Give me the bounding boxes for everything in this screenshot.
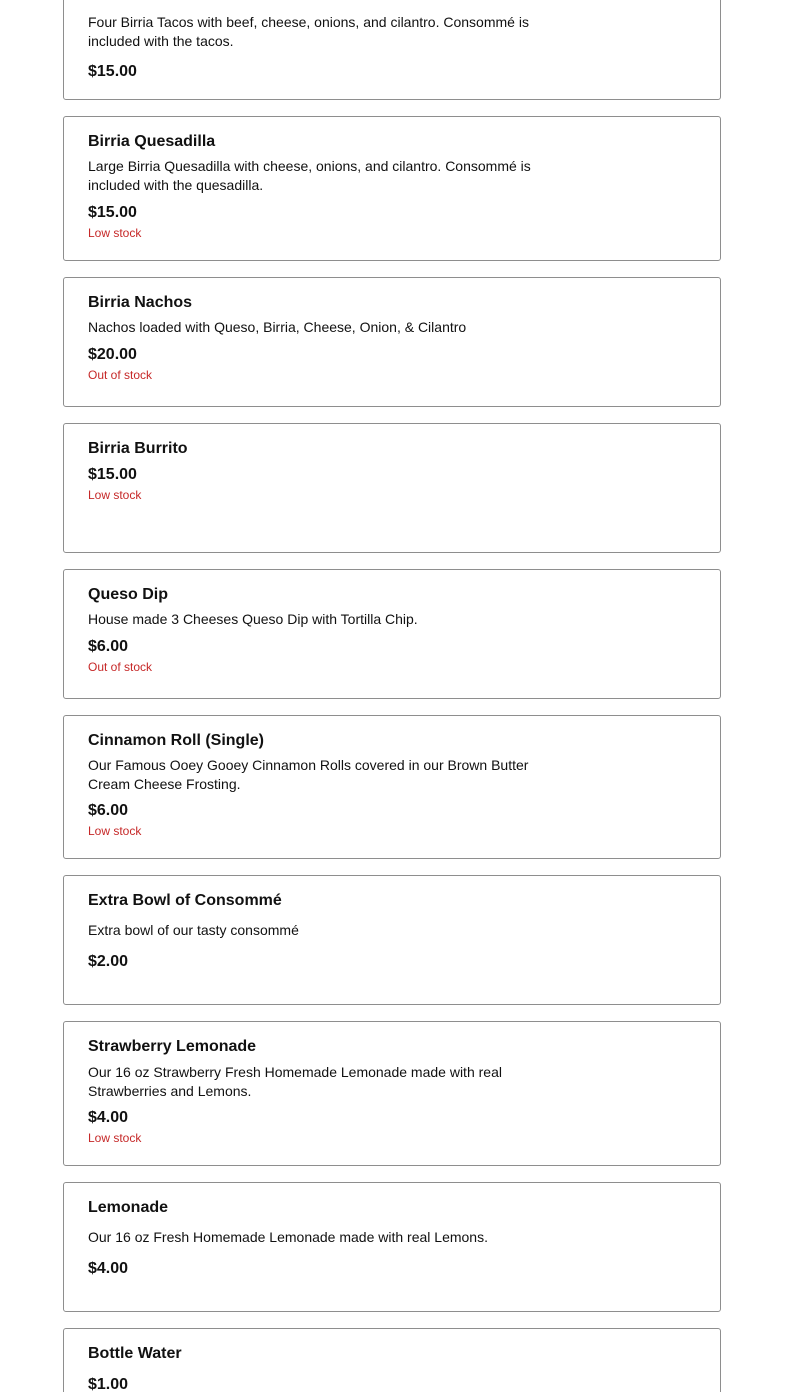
menu-item-description: Our 16 oz Fresh Homemade Lemonade made with real Lemons.	[88, 1229, 488, 1245]
menu-item-card[interactable]	[63, 569, 721, 699]
menu-item-price: $4.00	[88, 1260, 129, 1277]
menu-item-price: $20.00	[88, 346, 137, 363]
menu-item-card[interactable]	[63, 0, 721, 100]
menu-item-price: $15.00	[88, 466, 137, 483]
menu-item-name: Birria Nachos	[88, 294, 193, 311]
menu-item-card[interactable]	[63, 715, 721, 859]
menu-item-price: $6.00	[88, 802, 129, 819]
menu-item-card[interactable]	[63, 875, 721, 1005]
stock-status: Low stock	[88, 488, 142, 502]
stock-status: Low stock	[88, 226, 142, 240]
stock-status: Out of stock	[88, 660, 153, 674]
menu-item-card[interactable]	[63, 1328, 721, 1392]
menu-item-price: $1.00	[88, 1376, 129, 1392]
menu-item-name: Extra Bowl of Consommé	[88, 892, 282, 909]
menu-item-description: Our 16 oz Strawberry Fresh Homemade Lemonade made with real Strawberries and Lemons.	[88, 1064, 502, 1099]
menu-item-price: $15.00	[88, 204, 137, 221]
stock-status: Out of stock	[88, 368, 153, 382]
menu-item-card[interactable]	[63, 1021, 721, 1166]
menu-item-card[interactable]	[63, 423, 721, 553]
menu-item-card[interactable]	[63, 116, 721, 261]
menu-item-name: Strawberry Lemonade	[88, 1038, 257, 1055]
menu-item-card[interactable]	[63, 277, 721, 407]
stock-status: Low stock	[88, 824, 142, 838]
menu-item-price: $2.00	[88, 953, 129, 970]
stock-status: Low stock	[88, 1131, 142, 1145]
menu-item-name: Birria Burrito	[88, 440, 188, 457]
menu-item-name: Queso Dip	[88, 586, 169, 603]
menu-item-price: $6.00	[88, 638, 129, 655]
menu-item-name: Lemonade	[88, 1199, 169, 1216]
menu-item-description: House made 3 Cheeses Queso Dip with Tortilla Chip.	[88, 611, 418, 627]
menu-item-description: Nachos loaded with Queso, Birria, Cheese, Onion, & Cilantro	[88, 319, 467, 335]
menu-item-description: Large Birria Quesadilla with cheese, onions, and cilantro. Consommé is included with the quesadilla.	[88, 158, 531, 193]
menu-item-price: $4.00	[88, 1109, 129, 1126]
menu-item-name: Bottle Water	[88, 1345, 182, 1362]
menu-item-description: Four Birria Tacos with beef, cheese, onions, and cilantro. Consommé is included with the tacos.	[88, 14, 529, 49]
menu-item-description: Our Famous Ooey Gooey Cinnamon Rolls covered in our Brown Butter Cream Cheese Frosting.	[88, 757, 529, 792]
menu-item-card[interactable]	[63, 1182, 721, 1312]
menu-item-name: Cinnamon Roll (Single)	[88, 732, 264, 749]
menu-item-name: Birria Quesadilla	[88, 133, 216, 150]
menu-item-description: Extra bowl of our tasty consommé	[88, 922, 299, 938]
menu-item-price: $15.00	[88, 63, 137, 80]
